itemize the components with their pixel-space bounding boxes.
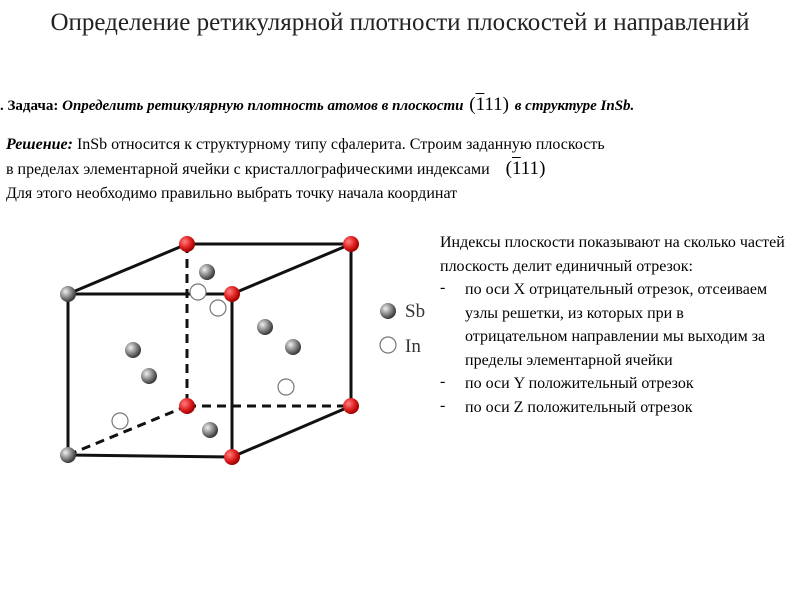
solution-label: Решение: (6, 136, 73, 153)
solution-line-3: Для этого необходимо правильно выбрать точку начала координат (6, 185, 458, 202)
back-left-edge (68, 406, 187, 455)
sb-atom (60, 447, 76, 463)
legend-sb-label: Sb (405, 301, 426, 322)
note-list (440, 278, 790, 419)
bullet-dash: - (440, 279, 446, 296)
in-atom (190, 284, 206, 300)
legend-in-label: In (405, 336, 421, 357)
miller-close: ) (539, 158, 546, 179)
legend (380, 301, 425, 357)
solution-miller-index (504, 157, 548, 181)
top-right-edge (232, 244, 351, 294)
legend-in-swatch (380, 337, 396, 353)
plane-atom (179, 398, 195, 414)
plane-atom (343, 398, 359, 414)
sb-atom (202, 422, 218, 438)
task-text-after: в структуре InSb. (514, 98, 635, 114)
task-miller-index (467, 94, 511, 116)
solution-text-2: в пределах элементарной ячейки с кристаллографическими индексами (6, 161, 490, 178)
sb-atom (257, 319, 273, 335)
miller-bar-digit: 1 (511, 158, 521, 179)
sb-atom (141, 368, 157, 384)
miller-rest: 11 (520, 158, 540, 179)
sb-atom (199, 264, 215, 280)
plane-atom (343, 236, 359, 252)
note-item-text: по оси X отрицательный отрезок, отсеиваем узлы решетки, из которых при в отрицательном направлении мы выходим за пределы элементарной ячейки (465, 281, 768, 369)
bottom-right-edge (232, 406, 351, 457)
miller-bar-digit: 1 (475, 94, 485, 115)
cube-diagram (40, 225, 440, 485)
plane-atom (224, 286, 240, 302)
plane-atom (179, 236, 195, 252)
sb-atom (60, 286, 76, 302)
task-label: Задача: (7, 98, 59, 114)
miller-open: ( (469, 94, 476, 115)
task-number: . (0, 98, 4, 114)
front-bottom-edge (68, 455, 232, 457)
note-item-x (440, 278, 790, 372)
solution-block (6, 133, 796, 206)
page-title: Определение ретикулярной плотности плоскостей и направлений (50, 9, 750, 36)
legend-sb-swatch (380, 303, 396, 319)
plane-atom (224, 449, 240, 465)
in-atom (278, 379, 294, 395)
sb-atom (285, 339, 301, 355)
in-atom (210, 300, 226, 316)
solution-line-2 (6, 157, 796, 182)
solution-text-1: InSb относится к структурному типу сфалерита. Строим заданную плоскость (76, 136, 605, 153)
miller-open: ( (505, 158, 512, 179)
note-intro: Индексы плоскости показывают на сколько частей плоскость делит единичный отрезок: (440, 234, 785, 275)
in-atom (112, 413, 128, 429)
solution-line-1 (6, 133, 796, 157)
note-item-y (440, 372, 790, 396)
sb-atom (125, 342, 141, 358)
unit-cell-figure (40, 225, 440, 485)
note-item-z (440, 396, 790, 420)
task-line (0, 94, 800, 116)
bullet-dash: - (440, 373, 446, 390)
note-item-text: по оси Y положительный отрезок (465, 375, 694, 392)
miller-rest: 11 (484, 94, 503, 115)
explanation-note (440, 231, 790, 419)
top-left-edge (68, 244, 187, 294)
task-text: Определить ретикулярную плотность атомов в плоскости (62, 98, 464, 114)
bullet-dash: - (440, 396, 446, 414)
note-item-text: по оси Z положительный отрезок (465, 398, 693, 416)
miller-close: ) (502, 94, 509, 115)
